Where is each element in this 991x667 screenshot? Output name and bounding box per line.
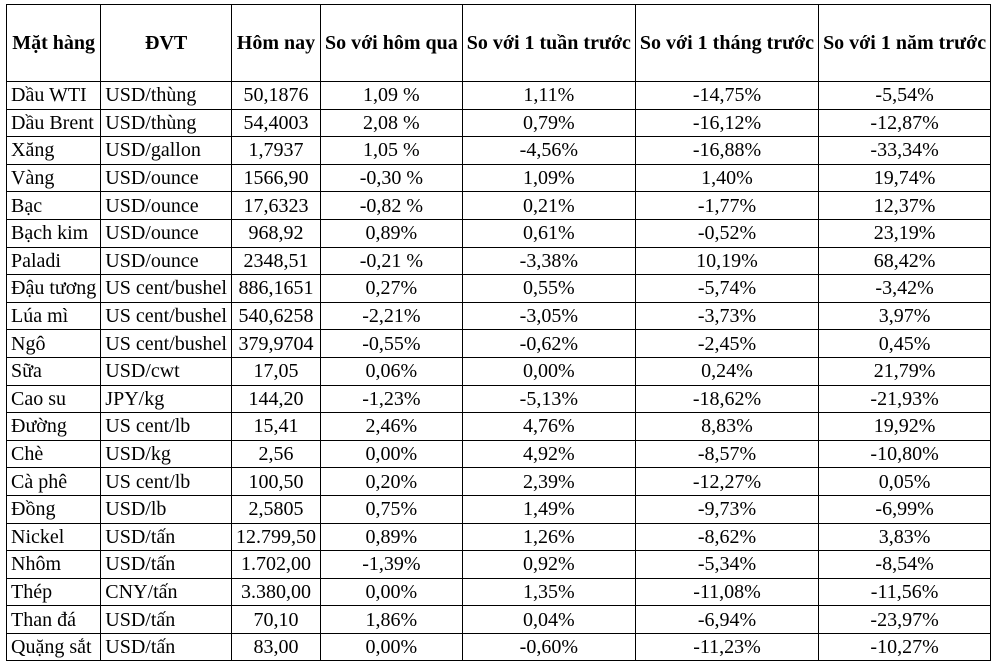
today-price-cell: 100,50 bbox=[231, 468, 320, 496]
vs-year-cell: 23,19% bbox=[819, 219, 991, 247]
vs-week-cell: 4,92% bbox=[462, 440, 635, 468]
vs-yesterday-cell: 1,86% bbox=[320, 606, 462, 634]
table-row bbox=[7, 551, 991, 579]
vs-month-cell: 0,24% bbox=[635, 357, 818, 385]
vs-month-cell: -14,75% bbox=[635, 82, 818, 110]
vs-yesterday-cell: 1,09 % bbox=[320, 82, 462, 110]
vs-year-cell: -12,87% bbox=[819, 109, 991, 137]
today-price-cell: 83,00 bbox=[231, 633, 320, 661]
table-row bbox=[7, 330, 991, 358]
header-vs-year: So với 1 năm trước bbox=[819, 5, 991, 82]
vs-year-cell: 19,74% bbox=[819, 164, 991, 192]
vs-week-cell: 1,49% bbox=[462, 495, 635, 523]
vs-month-cell: -9,73% bbox=[635, 495, 818, 523]
vs-month-cell: -12,27% bbox=[635, 468, 818, 496]
vs-yesterday-cell: 0,00% bbox=[320, 633, 462, 661]
vs-week-cell: 0,21% bbox=[462, 192, 635, 220]
vs-month-cell: -2,45% bbox=[635, 330, 818, 358]
vs-yesterday-cell: 0,20% bbox=[320, 468, 462, 496]
vs-year-cell: 0,05% bbox=[819, 468, 991, 496]
vs-week-cell: -3,05% bbox=[462, 302, 635, 330]
commodity-cell: Đường bbox=[7, 413, 101, 441]
vs-year-cell: 19,92% bbox=[819, 413, 991, 441]
today-price-cell: 886,1651 bbox=[231, 275, 320, 303]
vs-week-cell: -4,56% bbox=[462, 137, 635, 165]
today-price-cell: 2348,51 bbox=[231, 247, 320, 275]
commodity-cell: Nickel bbox=[7, 523, 101, 551]
table-row bbox=[7, 495, 991, 523]
vs-yesterday-cell: 0,27% bbox=[320, 275, 462, 303]
vs-year-cell: -10,27% bbox=[819, 633, 991, 661]
vs-month-cell: 10,19% bbox=[635, 247, 818, 275]
commodity-cell: Quặng sắt bbox=[7, 633, 101, 661]
vs-week-cell: 0,04% bbox=[462, 606, 635, 634]
unit-cell: USD/ounce bbox=[101, 164, 232, 192]
vs-yesterday-cell: -0,21 % bbox=[320, 247, 462, 275]
table-row bbox=[7, 357, 991, 385]
vs-month-cell: -0,52% bbox=[635, 219, 818, 247]
vs-month-cell: -11,23% bbox=[635, 633, 818, 661]
today-price-cell: 1,7937 bbox=[231, 137, 320, 165]
unit-cell: USD/ounce bbox=[101, 219, 232, 247]
vs-month-cell: -1,77% bbox=[635, 192, 818, 220]
unit-cell: USD/ounce bbox=[101, 247, 232, 275]
vs-yesterday-cell: -1,23% bbox=[320, 385, 462, 413]
commodity-cell: Dầu WTI bbox=[7, 82, 101, 110]
vs-year-cell: -23,97% bbox=[819, 606, 991, 634]
vs-year-cell: 12,37% bbox=[819, 192, 991, 220]
today-price-cell: 968,92 bbox=[231, 219, 320, 247]
commodity-cell: Vàng bbox=[7, 164, 101, 192]
commodity-cell: Chè bbox=[7, 440, 101, 468]
vs-week-cell: -5,13% bbox=[462, 385, 635, 413]
vs-month-cell: -3,73% bbox=[635, 302, 818, 330]
vs-year-cell: -11,56% bbox=[819, 578, 991, 606]
vs-yesterday-cell: -0,55% bbox=[320, 330, 462, 358]
vs-month-cell: -16,88% bbox=[635, 137, 818, 165]
vs-year-cell: -21,93% bbox=[819, 385, 991, 413]
table-row bbox=[7, 164, 991, 192]
vs-yesterday-cell: -0,30 % bbox=[320, 164, 462, 192]
table-row bbox=[7, 192, 991, 220]
vs-year-cell: 68,42% bbox=[819, 247, 991, 275]
unit-cell: US cent/bushel bbox=[101, 275, 232, 303]
commodity-price-table bbox=[6, 4, 991, 661]
unit-cell: JPY/kg bbox=[101, 385, 232, 413]
commodity-cell: Dầu Brent bbox=[7, 109, 101, 137]
vs-yesterday-cell: 0,00% bbox=[320, 440, 462, 468]
today-price-cell: 3.380,00 bbox=[231, 578, 320, 606]
vs-month-cell: -8,57% bbox=[635, 440, 818, 468]
header-commodity: Mặt hàng bbox=[7, 5, 101, 82]
table-row bbox=[7, 247, 991, 275]
table-row bbox=[7, 440, 991, 468]
vs-month-cell: -6,94% bbox=[635, 606, 818, 634]
vs-week-cell: 0,55% bbox=[462, 275, 635, 303]
commodity-cell: Bạc bbox=[7, 192, 101, 220]
unit-cell: US cent/lb bbox=[101, 468, 232, 496]
unit-cell: USD/gallon bbox=[101, 137, 232, 165]
commodity-cell: Lúa mì bbox=[7, 302, 101, 330]
vs-week-cell: -3,38% bbox=[462, 247, 635, 275]
vs-yesterday-cell: -2,21% bbox=[320, 302, 462, 330]
commodity-cell: Xăng bbox=[7, 137, 101, 165]
unit-cell: USD/tấn bbox=[101, 606, 232, 634]
unit-cell: USD/tấn bbox=[101, 633, 232, 661]
vs-year-cell: 3,97% bbox=[819, 302, 991, 330]
vs-yesterday-cell: 0,89% bbox=[320, 219, 462, 247]
vs-year-cell: -33,34% bbox=[819, 137, 991, 165]
vs-yesterday-cell: 0,89% bbox=[320, 523, 462, 551]
vs-yesterday-cell: 0,75% bbox=[320, 495, 462, 523]
today-price-cell: 54,4003 bbox=[231, 109, 320, 137]
vs-month-cell: -18,62% bbox=[635, 385, 818, 413]
unit-cell: USD/thùng bbox=[101, 82, 232, 110]
today-price-cell: 2,56 bbox=[231, 440, 320, 468]
commodity-cell: Thép bbox=[7, 578, 101, 606]
table-row bbox=[7, 275, 991, 303]
vs-month-cell: -5,74% bbox=[635, 275, 818, 303]
vs-year-cell: -6,99% bbox=[819, 495, 991, 523]
unit-cell: USD/lb bbox=[101, 495, 232, 523]
vs-yesterday-cell: 2,46% bbox=[320, 413, 462, 441]
today-price-cell: 17,6323 bbox=[231, 192, 320, 220]
table-row bbox=[7, 523, 991, 551]
unit-cell: US cent/lb bbox=[101, 413, 232, 441]
today-price-cell: 50,1876 bbox=[231, 82, 320, 110]
commodity-cell: Ngô bbox=[7, 330, 101, 358]
vs-year-cell: -8,54% bbox=[819, 551, 991, 579]
table-row bbox=[7, 137, 991, 165]
commodity-cell: Than đá bbox=[7, 606, 101, 634]
vs-week-cell: 1,35% bbox=[462, 578, 635, 606]
today-price-cell: 540,6258 bbox=[231, 302, 320, 330]
vs-year-cell: -10,80% bbox=[819, 440, 991, 468]
header-today: Hôm nay bbox=[231, 5, 320, 82]
table-row bbox=[7, 633, 991, 661]
vs-month-cell: -11,08% bbox=[635, 578, 818, 606]
header-row bbox=[7, 5, 991, 82]
vs-year-cell: 3,83% bbox=[819, 523, 991, 551]
table-row bbox=[7, 606, 991, 634]
vs-week-cell: 4,76% bbox=[462, 413, 635, 441]
vs-yesterday-cell: -1,39% bbox=[320, 551, 462, 579]
today-price-cell: 144,20 bbox=[231, 385, 320, 413]
unit-cell: CNY/tấn bbox=[101, 578, 232, 606]
vs-yesterday-cell: 0,00% bbox=[320, 578, 462, 606]
today-price-cell: 379,9704 bbox=[231, 330, 320, 358]
today-price-cell: 70,10 bbox=[231, 606, 320, 634]
vs-week-cell: 0,92% bbox=[462, 551, 635, 579]
vs-yesterday-cell: -0,82 % bbox=[320, 192, 462, 220]
header-unit: ĐVT bbox=[101, 5, 232, 82]
header-vs-yesterday: So với hôm qua bbox=[320, 5, 462, 82]
today-price-cell: 17,05 bbox=[231, 357, 320, 385]
vs-yesterday-cell: 2,08 % bbox=[320, 109, 462, 137]
vs-week-cell: 1,09% bbox=[462, 164, 635, 192]
unit-cell: US cent/bushel bbox=[101, 330, 232, 358]
table-row bbox=[7, 82, 991, 110]
unit-cell: USD/kg bbox=[101, 440, 232, 468]
vs-week-cell: 0,79% bbox=[462, 109, 635, 137]
table-row bbox=[7, 468, 991, 496]
table-row bbox=[7, 109, 991, 137]
unit-cell: USD/cwt bbox=[101, 357, 232, 385]
unit-cell: USD/thùng bbox=[101, 109, 232, 137]
commodity-cell: Đồng bbox=[7, 495, 101, 523]
vs-year-cell: 0,45% bbox=[819, 330, 991, 358]
unit-cell: USD/tấn bbox=[101, 551, 232, 579]
today-price-cell: 12.799,50 bbox=[231, 523, 320, 551]
commodity-cell: Paladi bbox=[7, 247, 101, 275]
table-row bbox=[7, 413, 991, 441]
unit-cell: USD/ounce bbox=[101, 192, 232, 220]
commodity-cell: Đậu tương bbox=[7, 275, 101, 303]
commodity-cell: Sữa bbox=[7, 357, 101, 385]
vs-week-cell: 0,61% bbox=[462, 219, 635, 247]
vs-week-cell: 2,39% bbox=[462, 468, 635, 496]
today-price-cell: 1566,90 bbox=[231, 164, 320, 192]
commodity-cell: Cà phê bbox=[7, 468, 101, 496]
today-price-cell: 1.702,00 bbox=[231, 551, 320, 579]
today-price-cell: 15,41 bbox=[231, 413, 320, 441]
vs-month-cell: -8,62% bbox=[635, 523, 818, 551]
vs-month-cell: -16,12% bbox=[635, 109, 818, 137]
table-row bbox=[7, 578, 991, 606]
vs-week-cell: 1,11% bbox=[462, 82, 635, 110]
commodity-cell: Nhôm bbox=[7, 551, 101, 579]
vs-month-cell: 8,83% bbox=[635, 413, 818, 441]
vs-yesterday-cell: 0,06% bbox=[320, 357, 462, 385]
unit-cell: USD/tấn bbox=[101, 523, 232, 551]
table-row bbox=[7, 219, 991, 247]
commodity-cell: Cao su bbox=[7, 385, 101, 413]
vs-week-cell: 0,00% bbox=[462, 357, 635, 385]
unit-cell: US cent/bushel bbox=[101, 302, 232, 330]
vs-year-cell: -5,54% bbox=[819, 82, 991, 110]
today-price-cell: 2,5805 bbox=[231, 495, 320, 523]
vs-yesterday-cell: 1,05 % bbox=[320, 137, 462, 165]
vs-year-cell: -3,42% bbox=[819, 275, 991, 303]
header-vs-week: So với 1 tuần trước bbox=[462, 5, 635, 82]
header-vs-month: So với 1 tháng trước bbox=[635, 5, 818, 82]
vs-month-cell: 1,40% bbox=[635, 164, 818, 192]
commodity-cell: Bạch kim bbox=[7, 219, 101, 247]
vs-month-cell: -5,34% bbox=[635, 551, 818, 579]
vs-year-cell: 21,79% bbox=[819, 357, 991, 385]
vs-week-cell: 1,26% bbox=[462, 523, 635, 551]
table-row bbox=[7, 302, 991, 330]
table-row bbox=[7, 385, 991, 413]
vs-week-cell: -0,62% bbox=[462, 330, 635, 358]
vs-week-cell: -0,60% bbox=[462, 633, 635, 661]
